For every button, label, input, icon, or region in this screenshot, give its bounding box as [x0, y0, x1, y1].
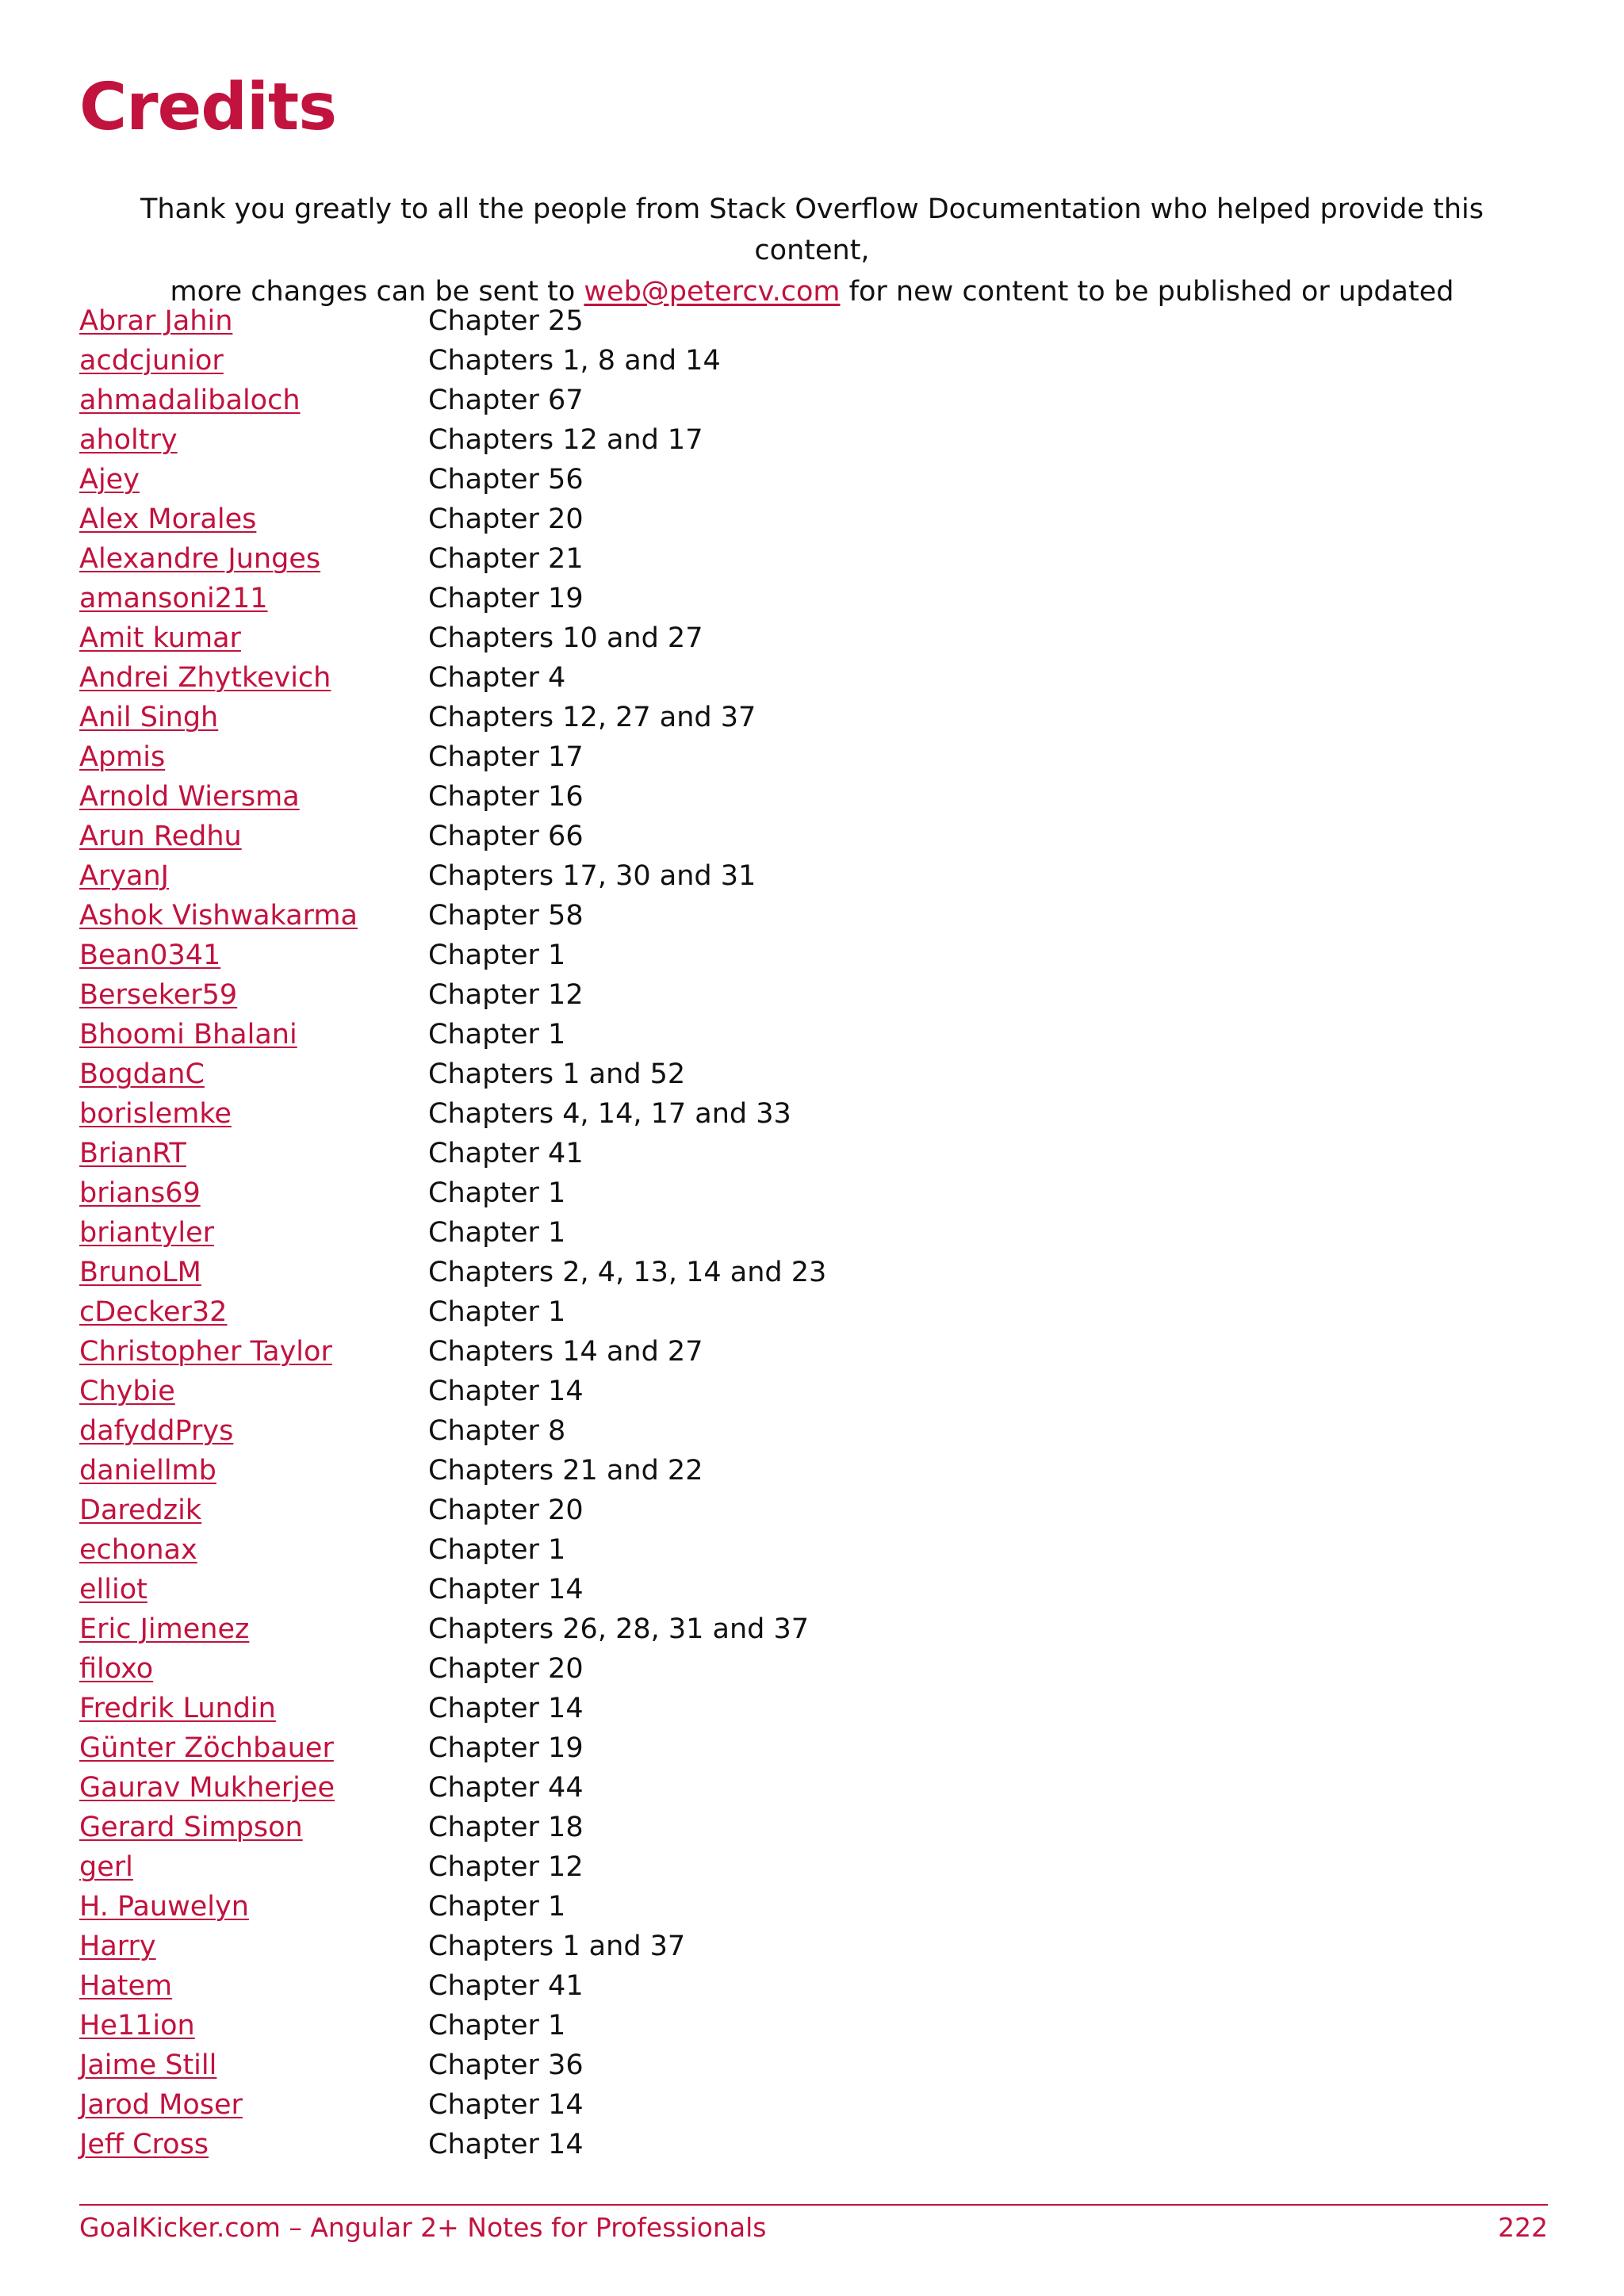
contributor-link[interactable]: brians69 — [79, 1177, 201, 1209]
contributor-link[interactable]: Bean0341 — [79, 939, 221, 971]
contributor-link[interactable]: Andrei Zhytkevich — [79, 662, 331, 694]
credit-row — [79, 1054, 1507, 1094]
credit-row — [79, 539, 1507, 579]
contributor-chapters: Chapters 26, 28, 31 and 37 — [428, 1613, 810, 1645]
contributor-link[interactable]: Daredzik — [79, 1494, 202, 1526]
credit-row — [79, 1808, 1507, 1847]
credit-row — [79, 1292, 1507, 1332]
intro-line-2-prefix: more changes can be sent to — [170, 276, 584, 308]
credit-row — [79, 1728, 1507, 1768]
page-number: 222 — [1498, 2212, 1548, 2243]
contributor-chapters: Chapter 14 — [428, 2089, 584, 2121]
footer-divider — [79, 2204, 1548, 2206]
contributor-chapters: Chapter 1 — [428, 1177, 566, 1209]
contributor-link[interactable]: Günter Zöchbauer — [79, 1732, 334, 1764]
contributor-chapters: Chapter 18 — [428, 1812, 584, 1843]
contributor-link[interactable]: Gerard Simpson — [79, 1812, 303, 1843]
contributor-chapters: Chapters 14 and 27 — [428, 1336, 703, 1368]
contributor-link[interactable]: Christopher Taylor — [79, 1336, 332, 1368]
credit-row — [79, 856, 1507, 896]
contributor-chapters: Chapter 17 — [428, 741, 584, 773]
credit-row — [79, 2125, 1507, 2164]
contributor-link[interactable]: BrianRT — [79, 1138, 186, 1169]
contributor-link[interactable]: Jarod Moser — [79, 2089, 243, 2121]
contributor-link[interactable]: Gaurav Mukherjee — [79, 1772, 335, 1804]
contributor-chapters: Chapter 1 — [428, 1296, 566, 1328]
footer-book-title: GoalKicker.com – Angular 2+ Notes for Professionals — [79, 2212, 767, 2243]
credit-row — [79, 1570, 1507, 1609]
intro-line-2-suffix: for new content to be published or updated — [840, 276, 1454, 308]
credit-row — [79, 737, 1507, 777]
contributor-chapters: Chapter 1 — [428, 1891, 566, 1923]
contributor-link[interactable]: H. Pauwelyn — [79, 1891, 249, 1923]
contributor-chapters: Chapter 4 — [428, 662, 566, 694]
contributor-chapters: Chapters 12, 27 and 37 — [428, 702, 756, 733]
contributor-chapters: Chapter 14 — [428, 1574, 584, 1605]
contributor-link[interactable]: Chybie — [79, 1376, 175, 1407]
contributor-chapters: Chapters 12 and 17 — [428, 424, 703, 456]
credit-row — [79, 1134, 1507, 1173]
intro-text — [79, 189, 1545, 312]
credit-row — [79, 1649, 1507, 1689]
contributor-chapters: Chapter 14 — [428, 1376, 584, 1407]
contributor-chapters: Chapter 19 — [428, 1732, 584, 1764]
contributor-link[interactable]: gerl — [79, 1851, 133, 1883]
contributor-link[interactable]: He11ion — [79, 2010, 195, 2042]
contributor-link[interactable]: elliot — [79, 1574, 147, 1605]
contributor-link[interactable]: acdcjunior — [79, 345, 224, 377]
contributor-chapters: Chapter 1 — [428, 1534, 566, 1566]
contributor-chapters: Chapters 17, 30 and 31 — [428, 860, 756, 892]
contributor-link[interactable]: Jaime Still — [79, 2049, 217, 2081]
credit-row — [79, 420, 1507, 460]
contributor-chapters: Chapter 58 — [428, 900, 584, 932]
credit-row — [79, 618, 1507, 658]
contributor-chapters: Chapters 2, 4, 13, 14 and 23 — [428, 1257, 827, 1288]
contributor-link[interactable]: Eric Jimenez — [79, 1613, 250, 1645]
contributor-chapters: Chapter 8 — [428, 1415, 566, 1447]
credit-row — [79, 1253, 1507, 1292]
email-link[interactable]: web@petercv.com — [584, 276, 841, 308]
contributor-chapters: Chapter 44 — [428, 1772, 584, 1804]
contributor-link[interactable]: Berseker59 — [79, 979, 238, 1011]
contributor-link[interactable]: Jeff Cross — [79, 2129, 209, 2160]
credit-row — [79, 1411, 1507, 1451]
contributor-chapters: Chapter 66 — [428, 821, 584, 852]
contributor-link[interactable]: Abrar Jahin — [79, 305, 233, 337]
credit-row — [79, 1332, 1507, 1372]
credit-row — [79, 2085, 1507, 2125]
page-title: Credits — [79, 70, 337, 145]
contributor-link[interactable]: Anil Singh — [79, 702, 219, 733]
credit-row — [79, 1213, 1507, 1253]
contributor-chapters: Chapter 25 — [428, 305, 584, 337]
contributor-chapters: Chapter 1 — [428, 939, 566, 971]
credit-row — [79, 1609, 1507, 1649]
contributor-link[interactable]: Alexandre Junges — [79, 543, 321, 575]
contributor-chapters: Chapter 36 — [428, 2049, 584, 2081]
contributor-link[interactable]: BrunoLM — [79, 1257, 201, 1288]
credit-row — [79, 658, 1507, 698]
contributor-chapters: Chapter 21 — [428, 543, 584, 575]
contributor-chapters: Chapters 1, 8 and 14 — [428, 345, 721, 377]
contributor-link[interactable]: Harry — [79, 1931, 156, 1962]
credit-row — [79, 1689, 1507, 1728]
contributor-link[interactable]: Ashok Vishwakarma — [79, 900, 358, 932]
contributor-chapters: Chapter 14 — [428, 2129, 584, 2160]
contributor-link[interactable]: Arun Redhu — [79, 821, 242, 852]
credit-row — [79, 460, 1507, 499]
credit-row — [79, 936, 1507, 975]
credit-row — [79, 1768, 1507, 1808]
contributor-link[interactable]: AryanJ — [79, 860, 169, 892]
credit-row — [79, 896, 1507, 936]
credit-row — [79, 1015, 1507, 1054]
contributor-link[interactable]: BogdanC — [79, 1058, 205, 1090]
contributor-link[interactable]: ahmadalibaloch — [79, 385, 301, 416]
credit-row — [79, 975, 1507, 1015]
contributor-chapters: Chapter 19 — [428, 583, 584, 614]
contributor-link[interactable]: Apmis — [79, 741, 166, 773]
contributor-chapters: Chapters 4, 14, 17 and 33 — [428, 1098, 791, 1130]
contributor-chapters: Chapter 1 — [428, 1019, 566, 1050]
credit-row — [79, 381, 1507, 420]
credit-row — [79, 579, 1507, 618]
contributor-link[interactable]: Arnold Wiersma — [79, 781, 300, 813]
contributor-chapters: Chapter 1 — [428, 1217, 566, 1249]
contributor-link[interactable]: filoxo — [79, 1653, 154, 1685]
contributor-chapters: Chapter 56 — [428, 464, 584, 496]
contributor-chapters: Chapter 12 — [428, 1851, 584, 1883]
credit-row — [79, 817, 1507, 856]
credit-row — [79, 1451, 1507, 1490]
contributor-link[interactable]: daniellmb — [79, 1455, 216, 1487]
credit-row — [79, 1847, 1507, 1887]
credit-row — [79, 341, 1507, 381]
credit-row — [79, 2006, 1507, 2045]
credit-row — [79, 1173, 1507, 1213]
credit-row — [79, 1372, 1507, 1411]
intro-line-1: Thank you greatly to all the people from Stack Overflow Documentation who helped provide this content, — [140, 193, 1484, 266]
contributor-chapters: Chapters 10 and 27 — [428, 622, 703, 654]
contributor-link[interactable]: Hatem — [79, 1970, 173, 2002]
credit-row — [79, 1927, 1507, 1966]
contributor-link[interactable]: cDecker32 — [79, 1296, 228, 1328]
contributor-chapters: Chapter 14 — [428, 1693, 584, 1724]
contributor-chapters: Chapter 12 — [428, 979, 584, 1011]
credit-row — [79, 1094, 1507, 1134]
credit-row — [79, 2045, 1507, 2085]
contributor-link[interactable]: Fredrik Lundin — [79, 1693, 276, 1724]
contributor-chapters: Chapter 16 — [428, 781, 584, 813]
credit-row — [79, 1530, 1507, 1570]
contributor-chapters: Chapters 21 and 22 — [428, 1455, 703, 1487]
contributor-link[interactable]: Bhoomi Bhalani — [79, 1019, 297, 1050]
credit-row — [79, 499, 1507, 539]
contributor-link[interactable]: echonax — [79, 1534, 197, 1566]
contributor-link[interactable]: amansoni211 — [79, 583, 268, 614]
contributor-link[interactable]: aholtry — [79, 424, 178, 456]
contributor-chapters: Chapter 67 — [428, 385, 584, 416]
contributor-chapters: Chapter 41 — [428, 1970, 584, 2002]
contributor-chapters: Chapters 1 and 37 — [428, 1931, 686, 1962]
contributor-chapters: Chapter 20 — [428, 503, 584, 535]
contributor-link[interactable]: borislemke — [79, 1098, 232, 1130]
contributor-link[interactable]: briantyler — [79, 1217, 215, 1249]
credit-row — [79, 1490, 1507, 1530]
credit-row — [79, 1966, 1507, 2006]
contributor-link[interactable]: dafyddPrys — [79, 1415, 234, 1447]
credits-list — [79, 301, 1507, 2164]
credit-row — [79, 698, 1507, 737]
credit-row — [79, 301, 1507, 341]
contributor-chapters: Chapters 1 and 52 — [428, 1058, 686, 1090]
contributor-chapters: Chapter 1 — [428, 2010, 566, 2042]
contributor-link[interactable]: Alex Morales — [79, 503, 257, 535]
contributor-chapters: Chapter 20 — [428, 1494, 584, 1526]
credit-row — [79, 1887, 1507, 1927]
contributor-link[interactable]: Ajey — [79, 464, 140, 496]
contributor-chapters: Chapter 20 — [428, 1653, 584, 1685]
credit-row — [79, 777, 1507, 817]
contributor-chapters: Chapter 41 — [428, 1138, 584, 1169]
contributor-link[interactable]: Amit kumar — [79, 622, 241, 654]
